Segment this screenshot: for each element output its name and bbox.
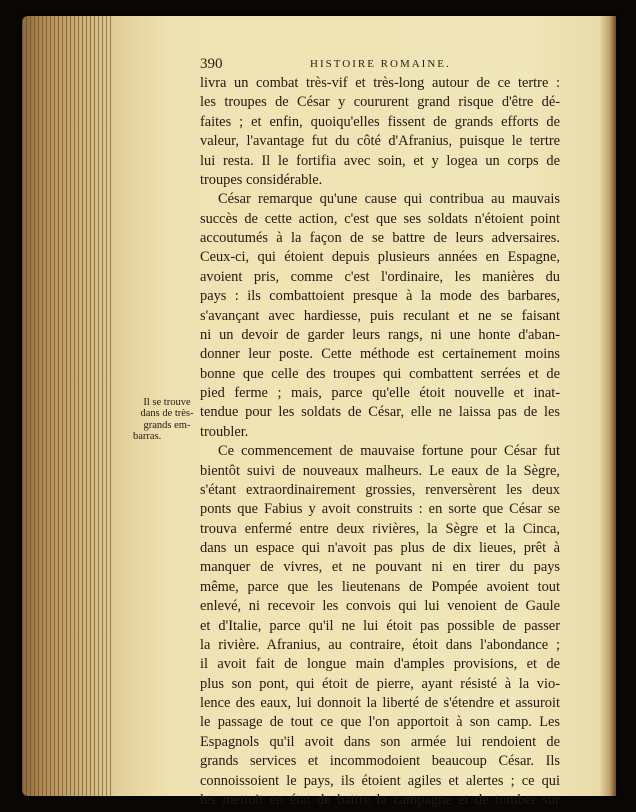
text-line: même, parce que les lieutenans de Pompée avoient tout	[200, 578, 560, 595]
text-line: bientôt suivi de nouveaux malheurs. Le eaux de la Sègre,	[200, 462, 560, 479]
text-line: enlevé, ni recevoir les convois qui lui venoient de Gaule	[200, 598, 560, 615]
text-line: dans un espace qui n'avoit pas plus de dix lieues, prêt à	[200, 540, 560, 556]
text-line: Espagnols qu'il avoit dans son armée lui rendoient de	[200, 733, 560, 750]
margin-note-line: barras.	[133, 431, 162, 443]
text-line: Ce commencement de mauvaise fortune pour César fut	[218, 443, 560, 460]
text-line: César remarque qu'une cause qui contribua au mauvais	[218, 191, 560, 208]
text-line: pays : ils combattoient presque à la mode des barbares,	[200, 288, 560, 305]
text-line: Ceux-ci, qui étoient depuis plusieurs années en Espagne,	[200, 249, 560, 266]
margin-note	[133, 397, 201, 443]
text-line: lui resta. Il le fortifia avec soin, et y logea un corps de	[200, 152, 560, 169]
margin-note-line: Il se trouve	[143, 397, 191, 408]
margin-note-line: dans de très-	[140, 408, 194, 420]
text-line: bonne que celle des troupes qui combattent serrées et de	[200, 365, 560, 382]
body-text	[200, 74, 560, 810]
text-line: les troupes de César y coururent grand risque d'être dé-	[200, 94, 560, 111]
text-line: avoient pris, comme c'est l'ordinaire, les manières du	[200, 268, 560, 285]
text-line: grands services et incommodoient beaucoup César. Ils	[200, 753, 560, 770]
text-line: s'avançant avec hardiesse, puis reculant et ne se faisant	[200, 307, 560, 324]
text-line: connoissoient le pays, ils étoient agiles et alertes ; ce qui	[200, 772, 560, 789]
text-line: pied ferme ; mais, parce qu'elle étoit nouvelle et inat-	[200, 385, 560, 401]
text-line: plus son pont, qui étoit de pierre, ayant résisté à la vio-	[200, 675, 560, 692]
text-line: lence des eaux, lui donnoit la liberté de s'étendre et assuroit	[200, 695, 560, 711]
page-edges	[22, 16, 112, 796]
text-line: troupes considérable.	[200, 171, 323, 188]
text-line: la rivière. Afranius, au contraire, étoit dans l'abondance ;	[200, 636, 560, 653]
page-number: 390	[200, 56, 223, 72]
text-line: ni un devoir de garder leurs rangs, ni une honte d'aban-	[200, 326, 560, 343]
text-line: et d'Italie, parce qu'il ne lui étoit pas possible de passer	[200, 617, 560, 634]
page-header	[200, 56, 560, 76]
text-line: tendue pour les soldats de César, elle ne laissa pas de les	[200, 404, 560, 421]
text-line: les mettoit en état de battre la campagne et de tomber sur	[200, 791, 560, 808]
page-right-edge	[600, 16, 616, 796]
text-line: accoutumés à la façon de se battre de leurs adversaires.	[200, 230, 560, 246]
running-head: HISTOIRE ROMAINE.	[310, 58, 451, 70]
text-line: faites ; et enfin, quoiqu'elles fissent de grands efforts de	[200, 113, 560, 130]
text-line: succès de cette action, c'est que ses soldats n'étoient point	[200, 210, 560, 227]
text-line: manquer de vivres, et ne pouvant ni en tirer du pays	[200, 559, 560, 576]
text-line: il avoit fait de longue main d'amples provisions, et de	[200, 656, 560, 673]
text-line: trouva enfermé entre deux rivières, la Sègre et la Cinca,	[200, 520, 560, 537]
text-line: le passage de tout ce que l'on apportoit à son camp. Les	[200, 714, 560, 731]
text-line: ponts que Fabius y avoit construits : en sorte que César se	[200, 501, 560, 518]
text-line: donner leur poste. Cette méthode est certainement moins	[200, 346, 560, 363]
text-line: valeur, l'avantage fut du côté d'Afranius, puisque le tertre	[200, 133, 560, 150]
margin-note-line: grands em-	[143, 419, 191, 431]
text-line: troubler.	[200, 423, 249, 440]
text-line: livra un combat très-vif et très-long autour de ce tertre :	[200, 75, 560, 91]
text-line: s'étant extraordinairement grossies, renversèrent les deux	[200, 481, 560, 498]
